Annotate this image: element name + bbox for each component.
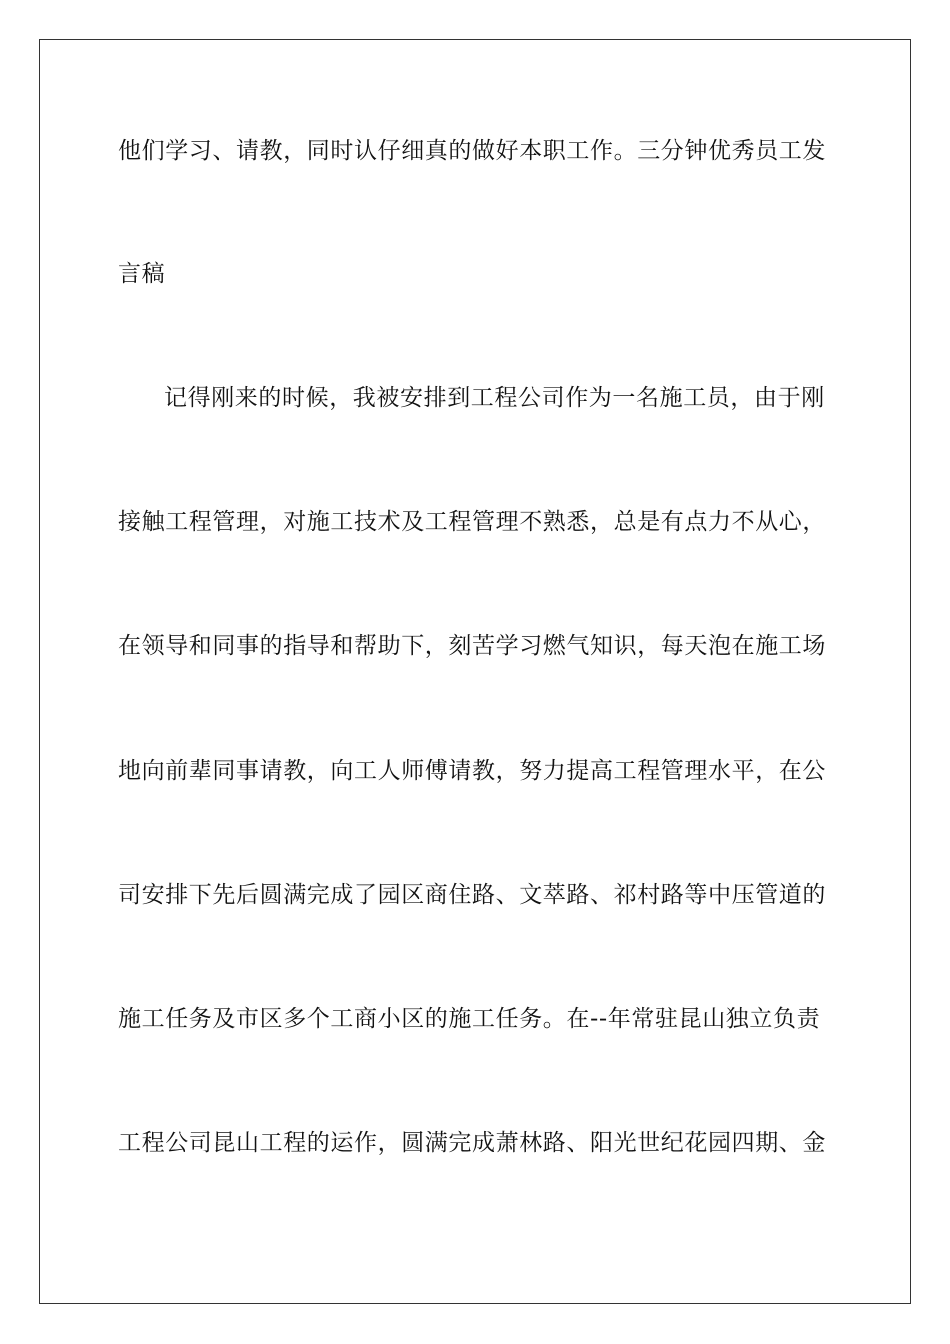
text-line-6: 地向前辈同事请教，向工人师傅请教，努力提高工程管理水平，在公	[118, 758, 826, 784]
text-line-8: 施工任务及市区多个工商小区的施工任务。在--年常驻昆山独立负责	[118, 1006, 821, 1032]
page-border	[39, 39, 911, 1304]
text-line-7: 司安排下先后圆满完成了园区商住路、文萃路、祁村路等中压管道的	[118, 882, 826, 908]
text-line-4: 接触工程管理，对施工技术及工程管理不熟悉，总是有点力不从心，	[118, 509, 826, 535]
text-line-9: 工程公司昆山工程的运作，圆满完成萧林路、阳光世纪花园四期、金	[118, 1130, 826, 1156]
text-line-1: 他们学习、请教，同时认仔细真的做好本职工作。三分钟优秀员工发	[118, 138, 826, 164]
text-line-2: 言稿	[118, 261, 166, 287]
text-line-5: 在领导和同事的指导和帮助下，刻苦学习燃气知识，每天泡在施工场	[118, 633, 826, 659]
text-line-3: 记得刚来的时候，我被安排到工程公司作为一名施工员，由于刚	[164, 385, 825, 411]
